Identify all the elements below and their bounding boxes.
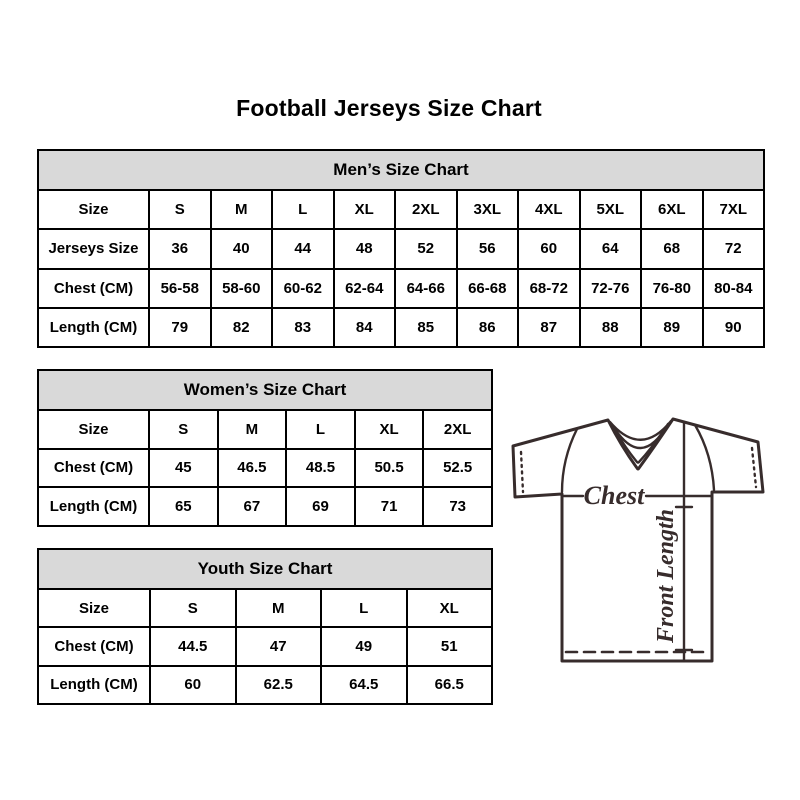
size-header-cell: 2XL bbox=[395, 190, 457, 229]
value-cell: 86 bbox=[457, 308, 519, 347]
value-cell: 89 bbox=[641, 308, 703, 347]
value-cell: 62-64 bbox=[334, 269, 396, 308]
value-cell: 88 bbox=[580, 308, 642, 347]
value-cell: 82 bbox=[211, 308, 273, 347]
table-row bbox=[38, 627, 492, 665]
chest-label: Chest bbox=[583, 481, 645, 510]
size-header-cell: S bbox=[149, 410, 218, 449]
row-label-cell: Length (CM) bbox=[38, 487, 149, 526]
mens-size-chart-table bbox=[37, 149, 765, 348]
table-row bbox=[38, 410, 492, 449]
value-cell: 45 bbox=[149, 449, 218, 488]
value-cell: 51 bbox=[407, 627, 493, 665]
row-label-cell: Chest (CM) bbox=[38, 269, 149, 308]
size-header-cell: S bbox=[149, 190, 211, 229]
value-cell: 64 bbox=[580, 229, 642, 268]
row-label-cell: Chest (CM) bbox=[38, 449, 149, 488]
value-cell: 40 bbox=[211, 229, 273, 268]
value-cell: 47 bbox=[236, 627, 322, 665]
table-row bbox=[38, 308, 764, 347]
size-header-cell: S bbox=[150, 589, 236, 627]
value-cell: 60 bbox=[150, 666, 236, 704]
size-header-cell: L bbox=[321, 589, 407, 627]
size-header-cell: M bbox=[211, 190, 273, 229]
size-header-cell: XL bbox=[355, 410, 424, 449]
value-cell: 68-72 bbox=[518, 269, 580, 308]
youth-size-chart-table bbox=[37, 548, 493, 705]
value-cell: 68 bbox=[641, 229, 703, 268]
row-label-cell: Size bbox=[38, 190, 149, 229]
row-label-cell: Length (CM) bbox=[38, 666, 150, 704]
row-label-cell: Size bbox=[38, 410, 149, 449]
row-label-cell: Chest (CM) bbox=[38, 627, 150, 665]
value-cell: 44 bbox=[272, 229, 334, 268]
size-header-cell: M bbox=[218, 410, 287, 449]
value-cell: 85 bbox=[395, 308, 457, 347]
value-cell: 71 bbox=[355, 487, 424, 526]
jersey-diagram-svg bbox=[505, 404, 777, 676]
value-cell: 60-62 bbox=[272, 269, 334, 308]
row-label-cell: Length (CM) bbox=[38, 308, 149, 347]
table-row bbox=[38, 487, 492, 526]
mens-table-title: Men’s Size Chart bbox=[38, 150, 764, 190]
size-header-cell: 7XL bbox=[703, 190, 765, 229]
size-header-cell: 3XL bbox=[457, 190, 519, 229]
value-cell: 46.5 bbox=[218, 449, 287, 488]
youth-table-title: Youth Size Chart bbox=[38, 549, 492, 589]
value-cell: 79 bbox=[149, 308, 211, 347]
value-cell: 52 bbox=[395, 229, 457, 268]
row-label-cell: Size bbox=[38, 589, 150, 627]
size-header-cell: M bbox=[236, 589, 322, 627]
value-cell: 49 bbox=[321, 627, 407, 665]
value-cell: 83 bbox=[272, 308, 334, 347]
value-cell: 67 bbox=[218, 487, 287, 526]
size-header-cell: L bbox=[272, 190, 334, 229]
size-header-cell: XL bbox=[407, 589, 493, 627]
value-cell: 36 bbox=[149, 229, 211, 268]
value-cell: 52.5 bbox=[423, 449, 492, 488]
table-row bbox=[38, 190, 764, 229]
value-cell: 69 bbox=[286, 487, 355, 526]
youth-table bbox=[37, 548, 493, 705]
value-cell: 64-66 bbox=[395, 269, 457, 308]
value-cell: 80-84 bbox=[703, 269, 765, 308]
womens-table bbox=[37, 369, 493, 527]
value-cell: 72-76 bbox=[580, 269, 642, 308]
size-header-cell: 5XL bbox=[580, 190, 642, 229]
size-header-cell: 2XL bbox=[423, 410, 492, 449]
value-cell: 66.5 bbox=[407, 666, 493, 704]
value-cell: 73 bbox=[423, 487, 492, 526]
value-cell: 48 bbox=[334, 229, 396, 268]
value-cell: 48.5 bbox=[286, 449, 355, 488]
value-cell: 76-80 bbox=[641, 269, 703, 308]
mens-table bbox=[37, 149, 765, 348]
value-cell: 64.5 bbox=[321, 666, 407, 704]
table-row bbox=[38, 229, 764, 268]
value-cell: 72 bbox=[703, 229, 765, 268]
value-cell: 56-58 bbox=[149, 269, 211, 308]
table-row bbox=[38, 666, 492, 704]
page-title: Football Jerseys Size Chart bbox=[236, 95, 542, 121]
value-cell: 50.5 bbox=[355, 449, 424, 488]
womens-table-title: Women’s Size Chart bbox=[38, 370, 492, 410]
row-label-cell: Jerseys Size bbox=[38, 229, 149, 268]
table-row bbox=[38, 269, 764, 308]
value-cell: 66-68 bbox=[457, 269, 519, 308]
table-row bbox=[38, 589, 492, 627]
value-cell: 44.5 bbox=[150, 627, 236, 665]
front-length-label: Front Length bbox=[653, 508, 679, 644]
jersey-body-outline bbox=[513, 419, 763, 661]
value-cell: 90 bbox=[703, 308, 765, 347]
table-row bbox=[38, 449, 492, 488]
size-header-cell: 4XL bbox=[518, 190, 580, 229]
value-cell: 65 bbox=[149, 487, 218, 526]
value-cell: 84 bbox=[334, 308, 396, 347]
value-cell: 87 bbox=[518, 308, 580, 347]
womens-size-chart-table bbox=[37, 369, 493, 527]
jersey-measurement-diagram bbox=[505, 404, 777, 676]
size-header-cell: XL bbox=[334, 190, 396, 229]
value-cell: 58-60 bbox=[211, 269, 273, 308]
value-cell: 62.5 bbox=[236, 666, 322, 704]
size-header-cell: 6XL bbox=[641, 190, 703, 229]
value-cell: 56 bbox=[457, 229, 519, 268]
size-header-cell: L bbox=[286, 410, 355, 449]
value-cell: 60 bbox=[518, 229, 580, 268]
